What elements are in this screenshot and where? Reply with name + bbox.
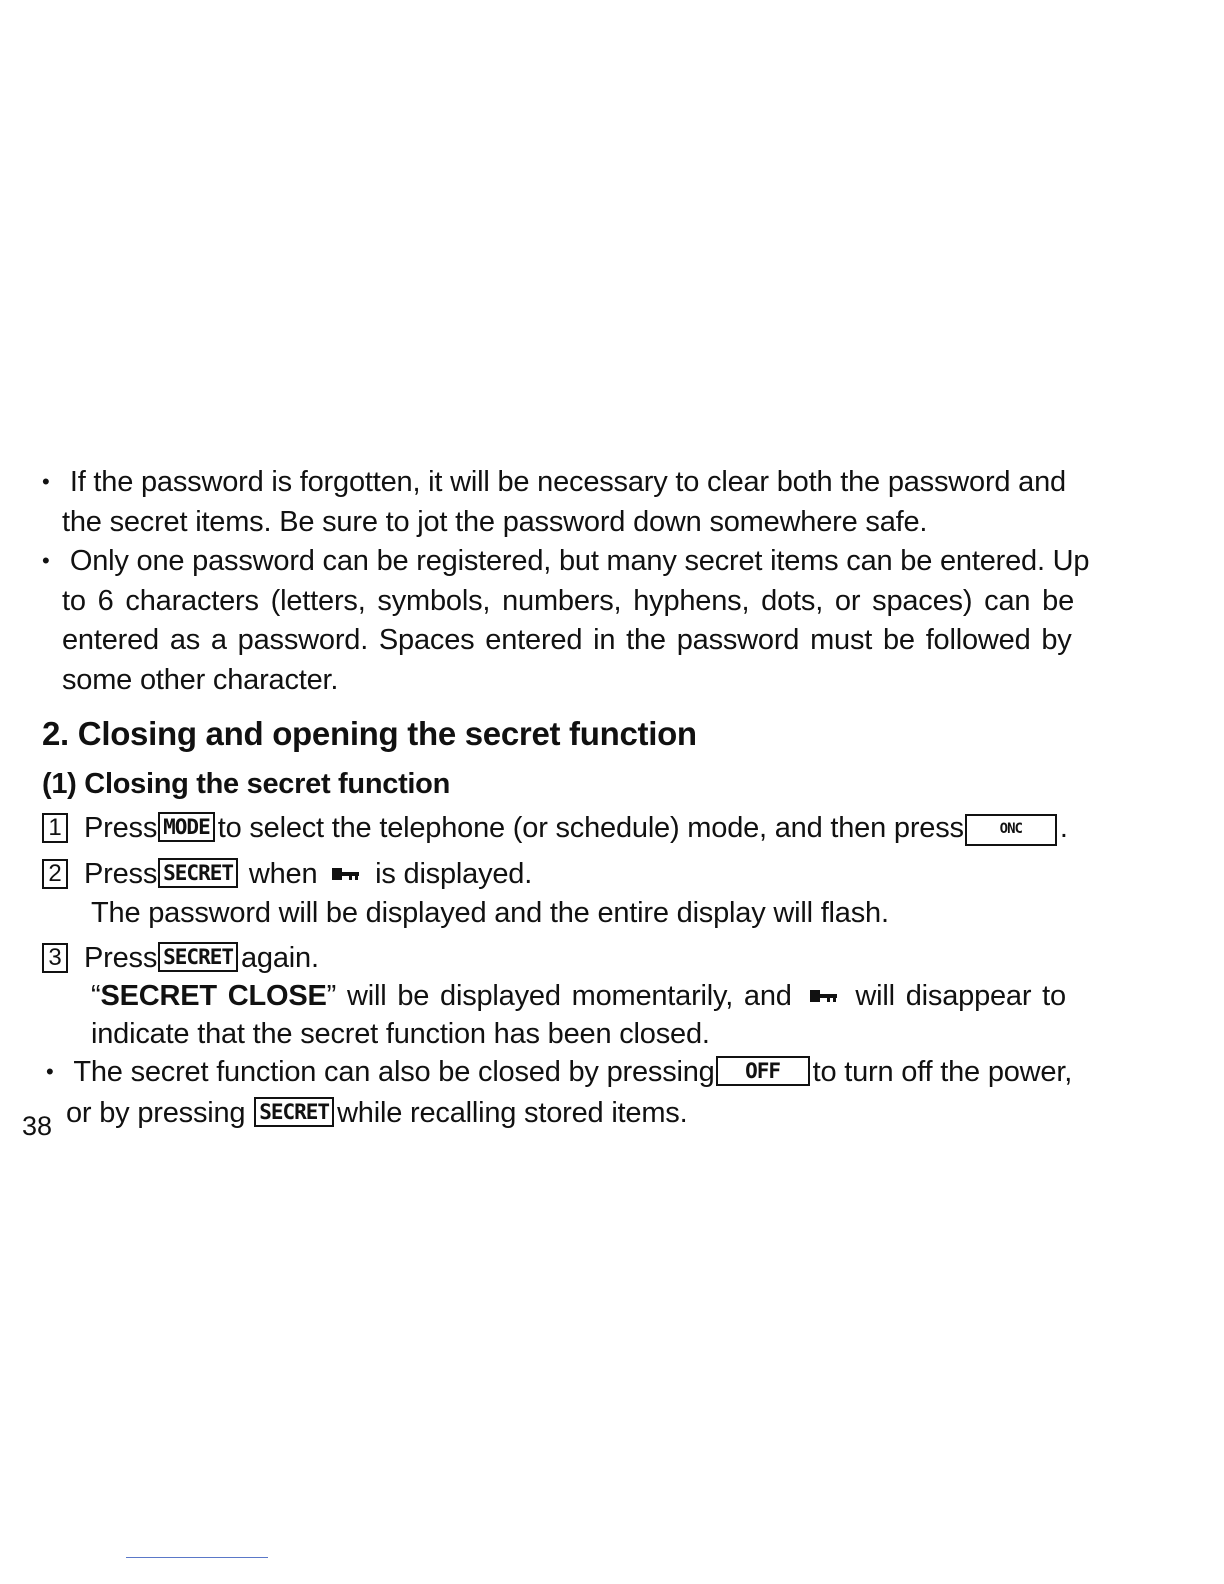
secret-key: SECRET xyxy=(158,942,238,972)
step-1-text: to select the telephone (or schedule) mode, and then press xyxy=(217,812,964,844)
step-2 xyxy=(42,856,532,892)
quote-close: ” xyxy=(326,980,337,1012)
note-bullet-1-line-2: the secret items. Be sure to jot the password down somewhere safe. xyxy=(62,506,928,538)
step-number-3: 3 xyxy=(42,943,68,973)
section-heading: 2. Closing and opening the secret function xyxy=(42,715,697,752)
step-3 xyxy=(42,940,319,976)
closing-note-line-2-start: or by pressing xyxy=(66,1097,246,1129)
closing-note-line-2-end: while recalling stored items. xyxy=(337,1097,688,1129)
step-3-press: Press xyxy=(84,942,158,974)
step-2-displayed: is displayed. xyxy=(375,858,533,890)
footer-rule xyxy=(126,1557,268,1558)
step-3-detail-line-2: indicate that the secret function has been closed. xyxy=(91,1018,710,1050)
closing-note-line-1 xyxy=(46,1054,1072,1092)
closing-note-end: to turn off the power, xyxy=(812,1056,1073,1088)
closing-note-start: The secret function can also be closed by pressing xyxy=(73,1056,715,1088)
step-3-detail-line-1 xyxy=(91,978,1066,1014)
mode-key: MODE xyxy=(158,812,215,842)
step-3-detail-mid: will be displayed momentarily, and xyxy=(346,980,792,1012)
subsection-heading: (1) Closing the secret function xyxy=(42,768,451,800)
key-icon xyxy=(331,857,361,877)
secret-close-text: SECRET CLOSE xyxy=(100,980,327,1012)
onc-key: ONC xyxy=(965,814,1057,846)
step-number-2: 2 xyxy=(42,859,68,889)
page-number: 38 xyxy=(22,1111,53,1141)
note-bullet-2-line-2: to 6 characters (letters, symbols, numbers, hyphens, dots, or spaces) can be xyxy=(62,585,1075,617)
note-bullet-2-line-1: • Only one password can be registered, but many secret items can be entered. Up xyxy=(42,543,1089,581)
quote-open: “ xyxy=(91,980,101,1012)
off-key: OFF xyxy=(716,1056,810,1086)
secret-key: SECRET xyxy=(254,1097,334,1127)
step-1 xyxy=(42,810,1068,846)
note-bullet-2-line-3: entered as a password. Spaces entered in the password must be followed by xyxy=(62,624,1072,656)
step-2-when: when xyxy=(248,858,318,890)
secret-key: SECRET xyxy=(158,858,238,888)
step-2-detail: The password will be displayed and the entire display will flash. xyxy=(91,897,889,929)
closing-note-line-2 xyxy=(66,1095,687,1131)
note-bullet-1-line-1: • If the password is forgotten, it will be necessary to clear both the password and xyxy=(42,464,1066,502)
step-2-press: Press xyxy=(84,858,158,890)
note-bullet-2-line-4: some other character. xyxy=(62,664,339,696)
step-1-end: . xyxy=(1059,812,1068,844)
key-icon xyxy=(809,979,839,999)
step-3-again: again. xyxy=(241,942,319,974)
step-number-1: 1 xyxy=(42,813,68,843)
step-1-press: Press xyxy=(84,812,158,844)
step-3-detail-end: will disappear to xyxy=(855,980,1066,1012)
